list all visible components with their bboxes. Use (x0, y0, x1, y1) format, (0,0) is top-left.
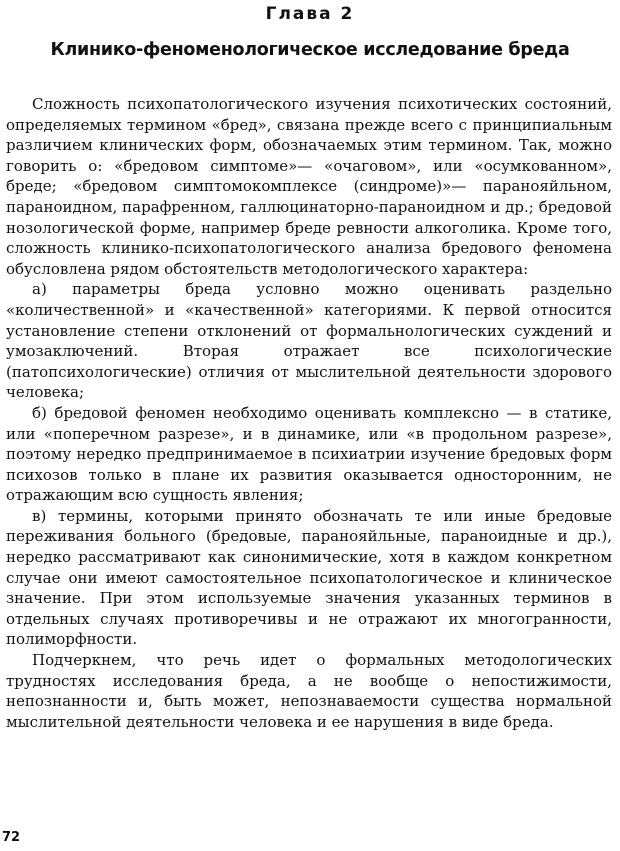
paragraph-conclusion: Подчеркнем, что речь идет о формальных методологических трудностях исследования бреда, а не вообще о непостижимости, непознанности и, быть может, непознаваемости существа нормальной мыслительной деятельности человека и ее нарушения в виде бреда. (6, 651, 612, 731)
paragraph-item-b: б) бредовой феномен необходимо оценивать комплексно — в статике, или «поперечном разрезе», и в динамике, или «в продольном разрезе», поэтому нередко предпринимаемое в психиатрии изучение бредовых форм психозов только в плане их развития оказывается односторонним, не отражающим всю сущность явления; (6, 403, 612, 505)
paragraph-intro: Сложность психопатологического изучения психотических состояний, определяемых термином «бред», связана прежде всего с принципиальным различием клинических форм, обозначаемых этим термином. Так, можно говорить о: «бредовом симптоме»— «очаговом», или «осумкованном», бреде; «бредовом симптомокомплексе (синдроме)»— паранояйльном, параноидном, парафренном, галлюцинаторно-параноидном и др.; бредовой нозологической форме, например бреде ревности алкоголика. Кроме того, сложность клинико-психопатологического анализа бредового феномена обусловлена рядом обстоятельств методологического характера: (6, 95, 612, 278)
paragraph-item-a: а) параметры бреда условно можно оценивать раздельно «количественной» и «качественной» категориями. К первой относится установление степени отклонений от формальнологических суждений и умозаключений. Вторая отражает все психологические (патопсихологические) отличия от мыслительной деятельности здорового человека; (6, 280, 612, 402)
chapter-label: Глава 2 (265, 4, 355, 24)
chapter-title: Клинико-феноменологическое исследование бреда (50, 40, 570, 60)
body-text (6, 94, 612, 732)
paragraph-item-c: в) термины, которыми принято обозначать те или иные бредовые переживания больного (бредовые, паранояйльные, параноидные и др.), нередко рассматривают как синонимические, хотя в каждом конкретном случае они имеют самостоятельное психопатологическое и клиническое значение. При этом используемые значения указанных терминов в отдельных случаях противоречивы и не отражают их многогранности, полиморфности. (6, 506, 612, 649)
page-number: 72 (2, 830, 21, 845)
